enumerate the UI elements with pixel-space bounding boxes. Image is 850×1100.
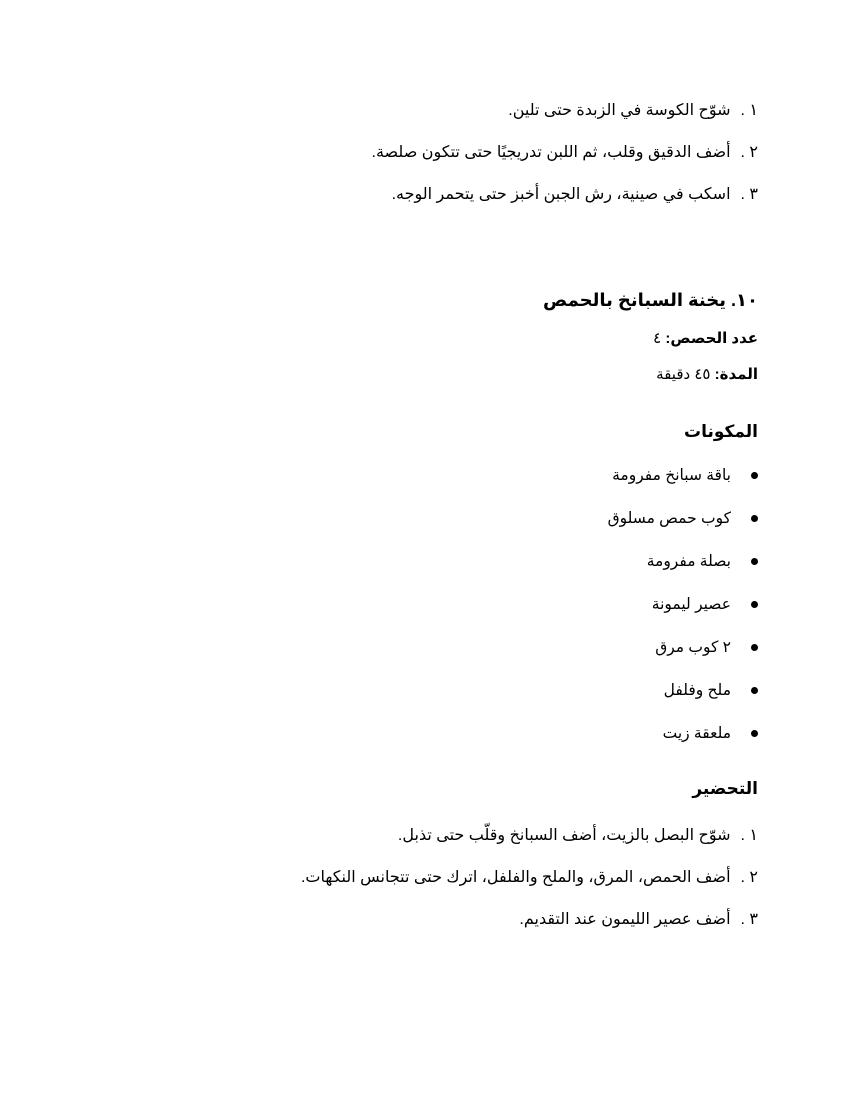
step-text: شوّح الكوسة في الزبدة حتى تلين. bbox=[508, 102, 731, 119]
bullet-icon bbox=[751, 558, 758, 565]
ingredient-item: ملعقة زيت bbox=[78, 712, 758, 755]
step-number: ١ . bbox=[740, 827, 758, 844]
previous-step-2 bbox=[78, 132, 758, 174]
bullet-icon bbox=[751, 515, 758, 522]
step-number: ٣ . bbox=[740, 186, 758, 203]
preparation-steps bbox=[78, 815, 758, 941]
step-number: ٣ . bbox=[740, 911, 758, 928]
servings-value: ٤ bbox=[653, 330, 662, 347]
bullet-icon bbox=[751, 687, 758, 694]
preparation-heading: التحضير bbox=[692, 779, 758, 798]
ingredient-item: ملح وفلفل bbox=[78, 669, 758, 712]
ingredients-list bbox=[78, 454, 758, 755]
ingredient-item: عصير ليمونة bbox=[78, 583, 758, 626]
step-text: أضف الدقيق وقلب، ثم اللبن تدريجيًا حتى تتكون صلصة. bbox=[371, 144, 731, 161]
duration-label: المدة: bbox=[714, 366, 758, 383]
preparation-step-3 bbox=[78, 899, 758, 941]
servings-line bbox=[78, 324, 758, 354]
ingredient-item: كوب حمص مسلوق bbox=[78, 497, 758, 540]
step-text: أضف عصير الليمون عند التقديم. bbox=[519, 911, 731, 928]
ingredients-heading: المكونات bbox=[683, 422, 758, 441]
step-number: ٢ . bbox=[740, 144, 758, 161]
duration-value: ٤٥ دقيقة bbox=[656, 366, 711, 383]
bullet-icon bbox=[751, 472, 758, 479]
previous-step-1 bbox=[78, 90, 758, 132]
bullet-icon bbox=[751, 644, 758, 651]
preparation-step-2 bbox=[78, 857, 758, 899]
ingredient-item: ٢ كوب مرق bbox=[78, 626, 758, 669]
page-content bbox=[78, 90, 758, 941]
step-text: أضف الحمص، المرق، والملح والفلفل، اترك حتى تتجانس النكهات. bbox=[300, 869, 731, 886]
preparation-step-1 bbox=[78, 815, 758, 857]
bullet-icon bbox=[751, 730, 758, 737]
step-text: اسكب في صينية، رش الجبن أخبز حتى يتحمر الوجه. bbox=[391, 186, 731, 203]
ingredient-item: باقة سبانخ مفرومة bbox=[78, 454, 758, 497]
ingredient-item: بصلة مفرومة bbox=[78, 540, 758, 583]
previous-step-3 bbox=[78, 174, 758, 216]
servings-label: عدد الحصص: bbox=[665, 330, 758, 347]
recipe-title: ١٠. يخنة السبانخ بالحمص bbox=[543, 290, 758, 310]
previous-recipe-steps bbox=[78, 90, 758, 216]
step-number: ٢ . bbox=[740, 869, 758, 886]
step-number: ١ . bbox=[740, 102, 758, 119]
step-text: شوّح البصل بالزيت، أضف السبانخ وقلّب حتى تذبل. bbox=[397, 827, 731, 844]
bullet-icon bbox=[751, 601, 758, 608]
duration-line bbox=[78, 360, 758, 390]
